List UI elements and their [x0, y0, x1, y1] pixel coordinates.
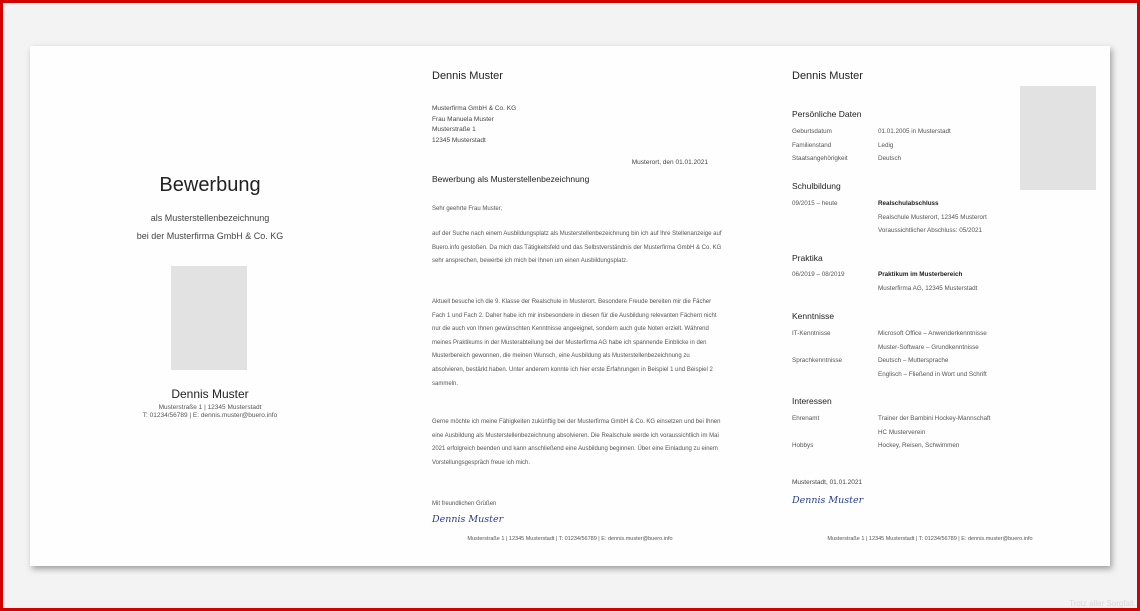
- section-skills: [792, 327, 1032, 381]
- cv-row: [792, 368, 1032, 382]
- brochure-sheet: [30, 46, 1110, 566]
- section-internship: [792, 268, 1032, 295]
- letter-sender-name: Dennis Muster: [432, 70, 503, 82]
- letter-paragraph: auf der Suche nach einem Ausbildungsplatz als Musterstellenbezeichnung bin ich auf Ihre Stellenanzeige auf Buero.info gestoßen. Da mich das Tätigkeitsfeld und das Selbstverständnis der Musterfirma GmbH & Co. KG sehr ansprechen, bewerbe ich mich bei Ihnen um einen Ausbildungsplatz.: [432, 231, 722, 265]
- cv-value: Deutsch: [878, 155, 902, 163]
- cv-panel: [750, 46, 1110, 566]
- cv-row: [792, 327, 1032, 341]
- cv-row: [792, 426, 1032, 440]
- cv-label: Hobbys: [792, 442, 814, 450]
- section-personal-heading: Persönliche Daten: [792, 109, 862, 119]
- cv-row: [792, 197, 1032, 211]
- cv-entry-detail: Realschule Musterort, 12345 Musterort: [878, 213, 987, 221]
- cv-row: [792, 125, 1032, 139]
- cv-value: Microsoft Office – Anwenderkenntnisse: [878, 330, 987, 338]
- cv-date-range: 06/2019 – 08/2019: [792, 271, 845, 279]
- cv-entry-detail: Musterfirma AG, 12345 Musterstadt: [878, 284, 978, 292]
- section-internship-heading: Praktika: [792, 253, 823, 263]
- cv-value: Englisch – Fließend in Wort und Schrift: [878, 370, 987, 378]
- letter-salutation: Sehr geehrte Frau Muster,: [432, 206, 503, 212]
- cover-title: Bewerbung: [159, 174, 261, 196]
- cv-row: [792, 354, 1032, 368]
- letter-signature: Dennis Muster: [432, 514, 504, 525]
- cv-value: Hockey, Reisen, Schwimmen: [878, 442, 960, 450]
- cv-value: Trainer der Bambini Hockey-Mannschaft: [878, 415, 991, 423]
- cv-entry-title: Realschulabschluss: [878, 200, 939, 208]
- cv-value: Deutsch – Muttersprache: [878, 357, 949, 365]
- recipient-line: Musterfirma GmbH & Co. KG: [432, 105, 517, 112]
- recipient-line: Musterstraße 1: [432, 126, 476, 133]
- cv-value: HC Musterverein: [878, 428, 926, 436]
- section-skills-heading: Kenntnisse: [792, 311, 835, 321]
- cv-row: [792, 341, 1032, 355]
- cv-row: [792, 211, 1032, 225]
- recipient-line: Frau Manuela Muster: [432, 115, 494, 123]
- cv-date-range: 09/2015 – heute: [792, 200, 838, 208]
- cv-name: Dennis Muster: [792, 70, 863, 82]
- recipient-line: 12345 Musterstadt: [432, 136, 486, 144]
- cv-label: Sprachkenntnisse: [792, 357, 843, 365]
- cv-row: [792, 412, 1032, 426]
- cv-date: Musterstadt, 01.01.2021: [792, 479, 863, 486]
- watermark: Trotz aller Sorgfalt: [1068, 599, 1134, 608]
- cv-label: Geburtsdatum: [792, 128, 832, 136]
- section-school: [792, 197, 1032, 238]
- letter-subject: Bewerbung als Musterstellenbezeichnung: [432, 174, 590, 184]
- cv-entry-title: Praktikum im Musterbereich: [878, 271, 963, 279]
- section-personal: [792, 125, 1032, 166]
- section-school-heading: Schulbildung: [792, 181, 841, 191]
- recipient-address: [432, 104, 516, 146]
- cv-row: [792, 268, 1032, 282]
- cv-footer: Musterstraße 1 | 12345 Musterstadt | T: 01234/56789 | E: dennis.muster@buero.info: [827, 536, 1033, 542]
- cv-value: Ledig: [878, 141, 894, 149]
- cover-subtitle-1: als Musterstellenbezeichnung: [150, 213, 270, 223]
- cv-row: [792, 282, 1032, 296]
- cv-value: Muster-Software – Grundkenntnisse: [878, 343, 979, 351]
- letter-panel: [390, 46, 750, 566]
- cv-row: [792, 139, 1032, 153]
- cover-panel: [30, 46, 390, 566]
- letter-footer: Musterstraße 1 | 12345 Musterstadt | T: 01234/56789 | E: dennis.muster@buero.info: [467, 536, 673, 542]
- section-interests-heading: Interessen: [792, 396, 832, 406]
- letter-paragraph: Aktuell besuche ich die 9. Klasse der Realschule in Musterort. Besondere Freude bereiten mir die Fächer Fach 1 und Fach 2. Daher habe ich mir insbesondere in diesen für die Ausbildung relevanten Fächern nicht nur die auch von Ihnen gewünschten Kenntnisse angeeignet, sondern auch gute Noten erzielt. Während meines Praktikums in der Musterabteilung bei der Musterfirma AG habe ich spannende Einblicke in den Musterbereich gewonnen, die meinen Wunsch, eine Ausbildung als Musterstellenbezeichnung zu absolvieren, bestärkt haben. Unter anderem konnte ich hier erste Erfahrungen in Beispiel 1 und Beispiel 2 sammeln.: [432, 299, 717, 387]
- cv-label: Familienstand: [792, 141, 832, 149]
- section-interests: [792, 412, 1032, 453]
- cv-signature: Dennis Muster: [792, 495, 864, 506]
- cv-label: Ehrenamt: [792, 415, 820, 423]
- cv-value: 01.01.2005 in Musterstadt: [878, 128, 951, 136]
- letter-closing: Mit freundlichen Grüßen: [432, 501, 497, 507]
- letter-date: Musterort, den 01.01.2021: [631, 159, 708, 166]
- cover-address-line: Musterstraße 1 | 12345 Musterstadt: [158, 404, 262, 411]
- cv-entry-detail: Voraussichtlicher Abschluss: 05/2021: [878, 227, 982, 235]
- cover-subtitle-2: bei der Musterfirma GmbH & Co. KG: [136, 231, 284, 241]
- cv-label: IT-Kenntnisse: [792, 330, 831, 338]
- letter-paragraph: Gerne möchte ich meine Fähigkeiten zukünftig bei der Musterfirma GmbH & Co. KG einsetzen und bei Ihnen eine Ausbildung als Musterstellenbezeichnung absolvieren. Die Realschule werde ich voraussichtlich im Mai 2021 erfolgreich beenden und kann anschließend eine Ausbildung beginnen. Über eine Einladung zu einem Vorstellungsgespräch freue ich mich.: [432, 419, 721, 466]
- cv-label: Staatsangehörigkeit: [792, 155, 848, 163]
- cv-row: [792, 224, 1032, 238]
- cover-photo-placeholder: [171, 266, 247, 370]
- cover-contact-line: T: 01234/56789 | E: dennis.muster@buero.info: [142, 412, 278, 419]
- cover-name: Dennis Muster: [171, 387, 249, 401]
- cv-row: [792, 439, 1032, 453]
- cv-row: [792, 152, 1032, 166]
